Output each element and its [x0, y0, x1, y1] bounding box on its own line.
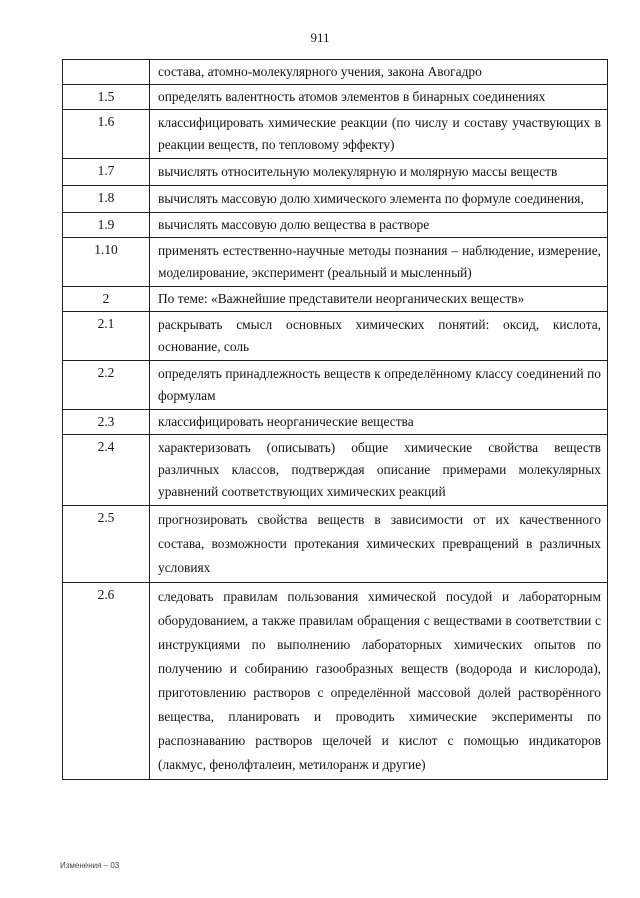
revision-footer: Изменения – 03	[60, 861, 120, 870]
table-row	[63, 506, 608, 583]
row-description: определять валентность атомов элементов в бинарных соединениях	[150, 85, 608, 110]
row-code: 2.5	[63, 506, 150, 583]
table-row	[63, 238, 608, 287]
table-row	[63, 287, 608, 312]
row-description: классифицировать неорганические вещества	[150, 410, 608, 435]
row-description: следовать правилам пользования химической посудой и лабораторным оборудованием, а также правилам обращения с веществами в соответствии с инструкциями по выполнению лабораторных химических опытов по получению и собиранию газообразных веществ (водорода и кислорода), приготовлению растворов с определённой массовой долей растворённого вещества, планировать и проводить химические эксперименты по распознаванию растворов щелочей и кислот с помощью индикаторов (лакмус, фенолфталеин, метилоранж и другие)	[150, 583, 608, 780]
page-number: 911	[310, 30, 330, 45]
row-code: 2.4	[63, 435, 150, 506]
row-code: 1.5	[63, 85, 150, 110]
requirements-table-body	[63, 60, 608, 780]
row-code: 1.8	[63, 186, 150, 213]
table-row	[63, 186, 608, 213]
row-description: состава, атомно-молекулярного учения, закона Авогадро	[150, 60, 608, 85]
requirements-table	[62, 59, 608, 780]
table-row	[63, 583, 608, 780]
row-description: раскрывать смысл основных химических понятий: оксид, кислота, основание, соль	[150, 312, 608, 361]
row-code: 2.6	[63, 583, 150, 780]
table-row	[63, 159, 608, 186]
row-description: вычислять массовую долю химического элемента по формуле соединения,	[150, 186, 608, 213]
row-description: вычислять относительную молекулярную и молярную массы веществ	[150, 159, 608, 186]
row-description: прогнозировать свойства веществ в зависимости от их качественного состава, возможности протекания химических превращений в различных условиях	[150, 506, 608, 583]
table-row	[63, 410, 608, 435]
table-row	[63, 110, 608, 159]
table-row	[63, 361, 608, 410]
row-code	[63, 60, 150, 85]
row-code: 1.6	[63, 110, 150, 159]
row-description: По теме: «Важнейшие представители неорганических веществ»	[150, 287, 608, 312]
row-description: классифицировать химические реакции (по числу и составу участвующих в реакции веществ, по тепловому эффекту)	[150, 110, 608, 159]
row-description: применять естественно-научные методы познания – наблюдение, измерение, моделирование, эксперимент (реальный и мысленный)	[150, 238, 608, 287]
row-code: 1.7	[63, 159, 150, 186]
table-row	[63, 60, 608, 85]
table-row	[63, 85, 608, 110]
table-row	[63, 312, 608, 361]
row-description: определять принадлежность веществ к определённому классу соединений по формулам	[150, 361, 608, 410]
row-description: характеризовать (описывать) общие химические свойства веществ различных классов, подтверждая описание примерами молекулярных уравнений соответствующих химических реакций	[150, 435, 608, 506]
row-code: 2.2	[63, 361, 150, 410]
table-row	[63, 213, 608, 238]
row-code: 2	[63, 287, 150, 312]
row-code: 2.3	[63, 410, 150, 435]
row-code: 2.1	[63, 312, 150, 361]
table-row	[63, 435, 608, 506]
row-code: 1.9	[63, 213, 150, 238]
row-code: 1.10	[63, 238, 150, 287]
row-description: вычислять массовую долю вещества в растворе	[150, 213, 608, 238]
